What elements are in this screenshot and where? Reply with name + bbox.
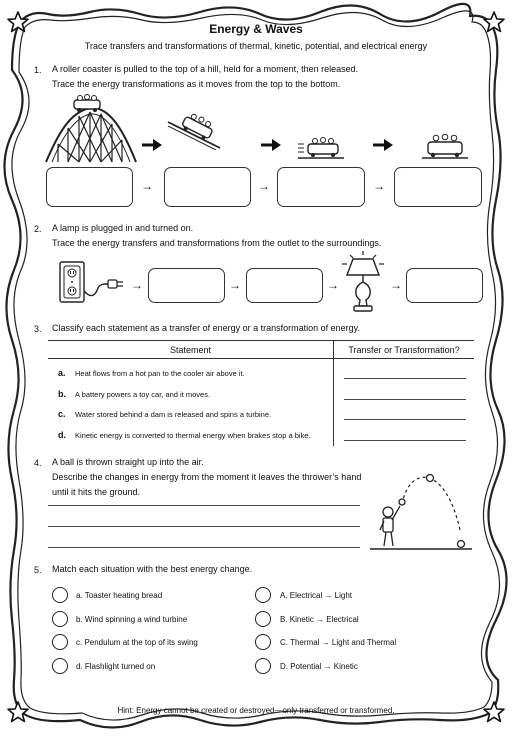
question-number: 3. <box>34 324 42 334</box>
question-2-text <box>52 221 381 251</box>
question-number: 2. <box>34 224 42 234</box>
question-text-line: A roller coaster is pulled to the top of a hill, held for a moment, then released. <box>52 64 359 74</box>
match-circle[interactable] <box>52 611 68 627</box>
table-header-statement: Statement <box>169 345 212 355</box>
question-text-line: A lamp is plugged in and turned on. <box>52 223 194 233</box>
question-5-text: Match each situation with the best energy change. <box>52 564 253 574</box>
answer-box[interactable] <box>148 268 225 303</box>
match-circle[interactable] <box>255 611 271 627</box>
question-text-line: Trace the energy transformations as it moves from the top to the bottom. <box>52 79 341 89</box>
table-header-rule <box>48 358 474 359</box>
right-arrow-icon: → <box>327 278 339 292</box>
statement-text: A battery powers a toy car, and it moves. <box>75 390 211 399</box>
question-3-text: Classify each statement as a transfer of energy or a transformation of energy. <box>52 323 360 333</box>
statement-text: Kinetic energy is converted to thermal energy when brakes stop a bike. <box>75 431 311 440</box>
writing-line[interactable] <box>48 547 360 548</box>
answer-box[interactable] <box>46 167 133 207</box>
answer-box[interactable] <box>406 268 483 303</box>
row-letter: d. <box>58 430 66 440</box>
hint-text: Hint: Energy cannot be created or destroyed—only transferred or transformed. <box>117 706 395 715</box>
writing-line[interactable] <box>48 526 360 527</box>
question-text-line: A ball is thrown straight up into the air. <box>52 457 204 467</box>
table-top-rule <box>48 340 474 341</box>
match-circle[interactable] <box>255 587 271 603</box>
ball-throw-icon <box>366 470 476 552</box>
question-number: 5. <box>34 565 42 575</box>
situation-item: c. Pendulum at the top of its swing <box>76 638 198 647</box>
right-arrow-icon: → <box>131 278 143 292</box>
bold-right-arrow-icon <box>372 138 394 152</box>
statement-text: Heat flows from a hot pan to the cooler air above it. <box>75 369 245 378</box>
roller-coaster-descending-icon <box>166 108 224 150</box>
roller-coaster-bottom-icon <box>420 130 470 162</box>
answer-box[interactable] <box>246 268 323 303</box>
outlet-plug-icon <box>58 260 128 306</box>
energy-change-option: A. Electrical → Light <box>280 591 353 600</box>
bold-right-arrow-icon <box>141 138 163 152</box>
lamp-icon <box>338 250 388 314</box>
question-4-text <box>52 455 361 500</box>
roller-coaster-hill-icon <box>44 94 138 164</box>
statement-text: Water stored behind a dam is released and spins a turbine. <box>75 410 272 419</box>
roller-coaster-moving-icon <box>296 134 346 162</box>
page-subtitle: Trace transfers and transformations of thermal, kinetic, potential, and electrical energy <box>84 41 428 51</box>
right-arrow-icon: → <box>229 278 241 292</box>
match-circle[interactable] <box>255 634 271 650</box>
answer-line[interactable] <box>344 440 466 441</box>
question-text-line: Describe the changes in energy from the moment it leaves the thrower’s hand <box>52 472 362 482</box>
match-circle[interactable] <box>52 587 68 603</box>
energy-change-option: C. Thermal → Light and Thermal <box>280 638 397 647</box>
question-1-text <box>52 62 358 92</box>
row-letter: b. <box>58 389 66 399</box>
answer-box[interactable] <box>164 167 251 207</box>
row-letter: c. <box>58 409 66 419</box>
right-arrow-icon: → <box>390 278 402 292</box>
question-text-line: until it hits the ground. <box>52 487 141 497</box>
answer-box[interactable] <box>277 167 365 207</box>
row-letter: a. <box>58 368 66 378</box>
situation-item: b. Wind spinning a wind turbine <box>76 615 188 624</box>
right-arrow-icon: → <box>141 179 153 193</box>
answer-box[interactable] <box>394 167 482 207</box>
question-number: 4. <box>34 458 42 468</box>
situation-item: a. Toaster heating bread <box>76 591 163 600</box>
question-text-line: Trace the energy transfers and transformations from the outlet to the surroundings. <box>52 238 382 248</box>
table-header-classification: Transfer or Transformation? <box>348 345 460 355</box>
right-arrow-icon: → <box>258 179 270 193</box>
match-circle[interactable] <box>52 634 68 650</box>
right-arrow-icon: → <box>373 179 385 193</box>
page-title: Energy & Waves <box>209 22 303 36</box>
answer-line[interactable] <box>344 419 466 420</box>
match-circle[interactable] <box>52 658 68 674</box>
situation-item: d. Flashlight turned on <box>76 662 156 671</box>
bold-right-arrow-icon <box>260 138 282 152</box>
answer-line[interactable] <box>344 399 466 400</box>
match-circle[interactable] <box>255 658 271 674</box>
energy-change-option: B. Kinetic → Electrical <box>280 615 359 624</box>
energy-change-option: D. Potential → Kinetic <box>280 662 358 671</box>
question-number: 1. <box>34 65 42 75</box>
answer-line[interactable] <box>344 378 466 379</box>
table-column-divider <box>333 340 334 446</box>
writing-line[interactable] <box>48 505 360 506</box>
